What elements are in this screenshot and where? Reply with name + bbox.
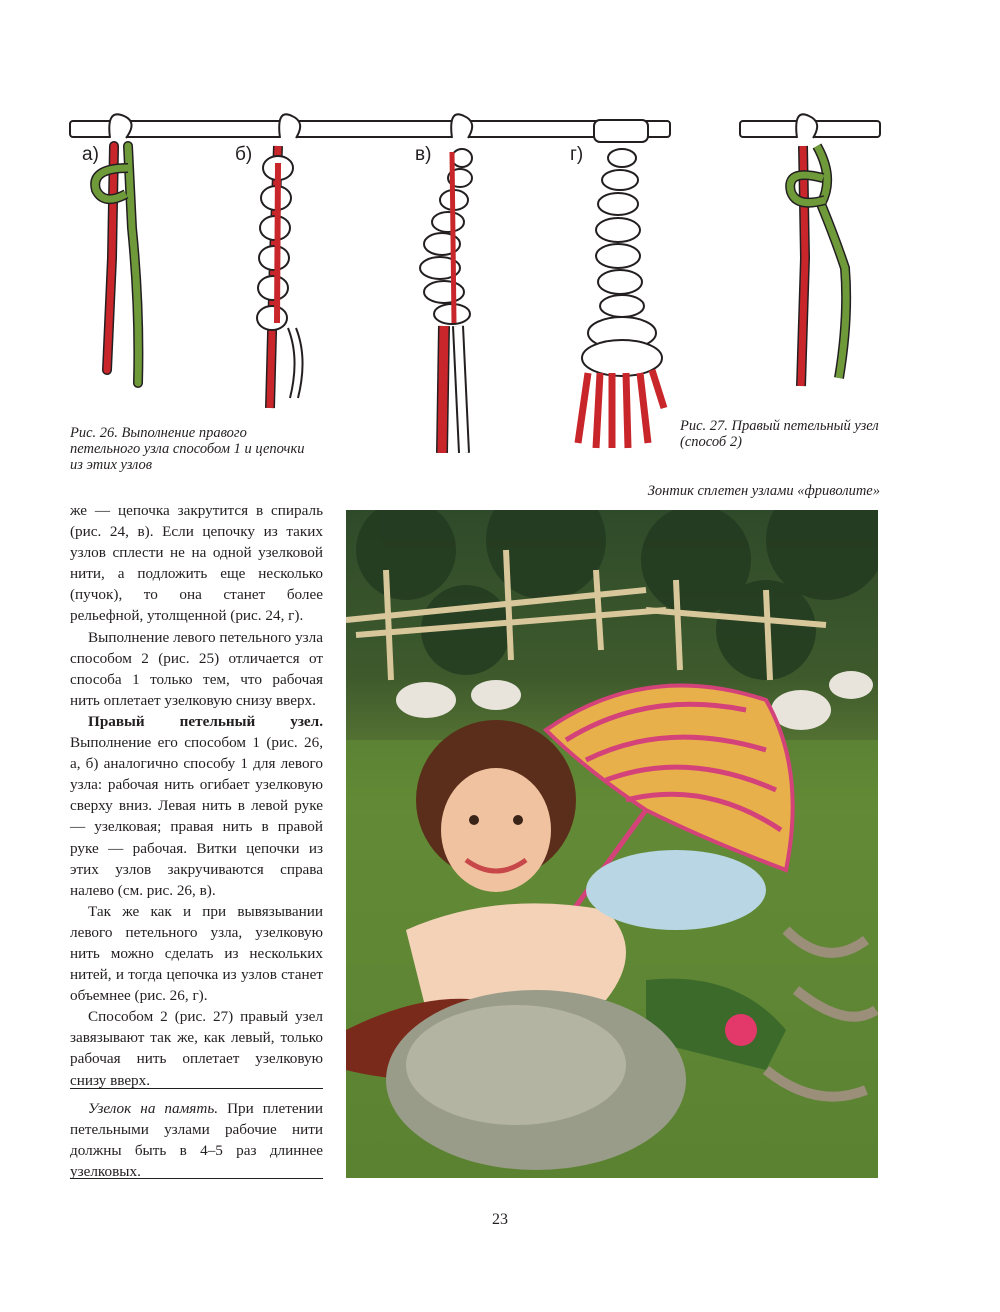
note-title: Узелок на память. <box>88 1100 219 1117</box>
paragraph-4: Так же как и при вывязывании левого петельного узла, узелковую нить можно сделать из нескольких нитей, и тогда цепочка из узлов станет объемнее (рис. 26, г). <box>70 902 323 1005</box>
diagram-g <box>570 120 664 448</box>
memory-note <box>70 1098 323 1182</box>
paragraph-3-text: Выполнение его способом 1 (рис. 26, а, б) аналогично способу 1 для левого узла: рабочая нить огибает узелковую сверху вниз. Левая нить в левой руке — узелковая; правая нить в правой руке — рабочая. Витки цепочки из этих узлов закручиваются справа налево (см. рис. 26, в). <box>70 734 323 899</box>
figure-27-caption: Рис. 27. Правый петельный узел (способ 2) <box>680 418 879 450</box>
label-b: б) <box>235 144 253 165</box>
photo-caption: Зонтик сплетен узлами «фриволите» <box>647 483 880 499</box>
paragraph-3 <box>70 711 323 901</box>
paragraph-1: же — цепочка закрутится в спираль (рис. 24, в). Если цепочку из таких узлов сплести не на одной узелковой нити, а подложить еще несколько (пучок), то она станет более рельефной, утолщенной (рис. 24, г). <box>70 502 323 625</box>
diagram-b <box>235 114 303 408</box>
label-a: а) <box>82 144 99 165</box>
figure-26-caption: Рис. 26. Выполнение правого петельного узла способом 1 и цепочки из этих узлов <box>70 425 305 473</box>
diagram-v <box>415 114 472 453</box>
paragraph-2: Выполнение левого петельного узла способом 2 (рис. 25) отличается от способа 1 только тем, что рабочая нить оплетает узелковую снизу вверх. <box>70 628 323 709</box>
section-heading: Правый петельный узел. <box>88 712 323 730</box>
diagram-a <box>82 114 138 383</box>
label-v: в) <box>415 144 432 165</box>
note-bottom-rule <box>70 1178 323 1179</box>
figure-27-knot-diagram <box>735 108 885 398</box>
photo-girl-with-umbrella <box>346 510 878 1178</box>
page-number: 23 <box>492 1211 508 1228</box>
note-text: При плетении петельными узлами рабочие нити должны быть в 4–5 раз длиннее узелковых. <box>70 1100 323 1181</box>
body-text-column <box>70 500 323 1091</box>
note-top-rule <box>70 1088 323 1089</box>
paragraph-5: Способом 2 (рис. 27) правый узел завязывают так же, как левый, только рабочая нить оплетает узелковую снизу вверх. <box>70 1008 323 1089</box>
label-g: г) <box>570 144 584 165</box>
figure-26-knot-diagrams <box>60 108 680 453</box>
